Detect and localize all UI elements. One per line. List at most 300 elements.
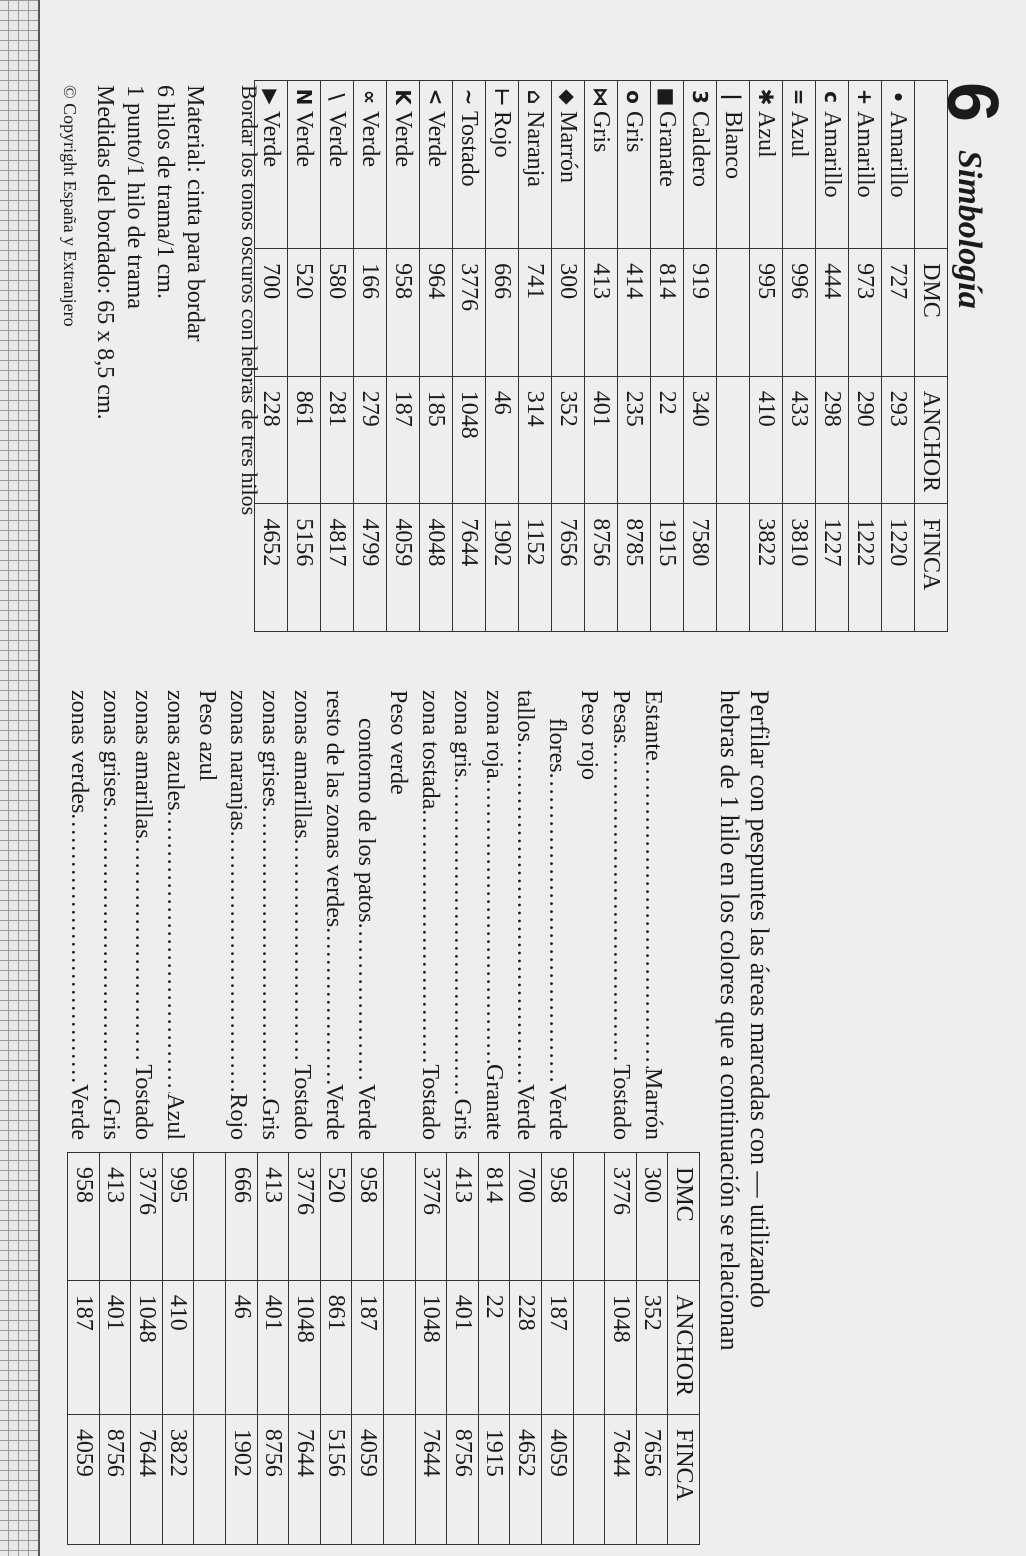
anchor-cell: 293 bbox=[882, 376, 915, 504]
table-header-row bbox=[915, 81, 948, 632]
color-name: Amarillo bbox=[819, 111, 845, 198]
list-item bbox=[381, 690, 413, 1140]
area-label: zona tostada bbox=[416, 690, 443, 810]
dot-leader bbox=[540, 773, 572, 1084]
anchor-cell: 1048 bbox=[289, 1280, 321, 1414]
dmc-cell: 3776 bbox=[605, 1153, 637, 1281]
thread-color: Verde bbox=[65, 1084, 92, 1140]
dmc-cell: 973 bbox=[849, 249, 882, 377]
anchor-cell: 401 bbox=[447, 1280, 479, 1414]
list-item bbox=[572, 690, 604, 1140]
symbol-icon: ~ bbox=[457, 88, 481, 106]
dmc-cell: 3776 bbox=[415, 1153, 447, 1281]
thread-color: Tostado bbox=[289, 1064, 316, 1140]
dmc-cell: 814 bbox=[651, 249, 684, 377]
finca-cell: 4652 bbox=[255, 504, 288, 632]
table-row bbox=[453, 81, 486, 632]
anchor-cell: 352 bbox=[552, 376, 585, 504]
dot-leader bbox=[445, 777, 477, 1098]
anchor-cell: 187 bbox=[542, 1280, 574, 1414]
anchor-cell: 281 bbox=[321, 376, 354, 504]
finca-cell: 5156 bbox=[288, 504, 321, 632]
list-item bbox=[190, 690, 222, 1140]
thread-color: Gris bbox=[448, 1098, 475, 1140]
finca-cell: 3822 bbox=[162, 1414, 194, 1544]
list-item bbox=[126, 690, 158, 1140]
thread-color: Tostado bbox=[608, 1064, 635, 1140]
list-item bbox=[94, 690, 126, 1140]
dot-leader bbox=[94, 807, 126, 1099]
thread-color: Verde bbox=[544, 1084, 571, 1140]
color-name: Verde bbox=[291, 111, 317, 167]
area-label: zona roja bbox=[480, 690, 507, 779]
table-row bbox=[783, 81, 816, 632]
table-row bbox=[68, 1153, 100, 1545]
table-row bbox=[510, 1153, 542, 1545]
anchor-cell: 187 bbox=[352, 1280, 384, 1414]
anchor-cell: 290 bbox=[849, 376, 882, 504]
anchor-cell: 187 bbox=[387, 376, 420, 504]
color-name: Granate bbox=[654, 111, 680, 187]
anchor-cell: 298 bbox=[816, 376, 849, 504]
dmc-cell: 520 bbox=[288, 249, 321, 377]
dmc-cell: 727 bbox=[882, 249, 915, 377]
dot-leader bbox=[381, 795, 413, 1140]
finca-cell: 7656 bbox=[636, 1414, 668, 1544]
finca-cell: 1222 bbox=[849, 504, 882, 632]
table-row bbox=[519, 81, 552, 632]
dmc-cell: 996 bbox=[783, 249, 816, 377]
dmc-cell: 444 bbox=[816, 249, 849, 377]
thread-color: Verde bbox=[512, 1084, 539, 1140]
table-row bbox=[447, 1153, 479, 1545]
symbol-icon: K bbox=[391, 89, 415, 105]
dmc-cell: 520 bbox=[320, 1153, 352, 1281]
thread-color: Tostado bbox=[129, 1064, 156, 1140]
dmc-cell: 741 bbox=[519, 249, 552, 377]
color-name-cell bbox=[783, 81, 816, 249]
table-row bbox=[573, 1153, 605, 1545]
threads-line: 6 hilos de trama/1 cm. bbox=[152, 85, 178, 299]
anchor-cell: 401 bbox=[99, 1280, 131, 1414]
anchor-cell: 235 bbox=[618, 376, 651, 504]
color-name-cell bbox=[321, 81, 354, 249]
anchor-cell: 228 bbox=[255, 376, 288, 504]
anchor-cell: 410 bbox=[162, 1280, 194, 1414]
dot-leader bbox=[509, 742, 541, 1084]
table-row bbox=[131, 1153, 163, 1545]
anchor-cell: 433 bbox=[783, 376, 816, 504]
symbol-icon: \ bbox=[325, 93, 349, 101]
table-row bbox=[194, 1153, 226, 1545]
backstitch-table bbox=[67, 1152, 700, 1545]
dot-leader bbox=[62, 813, 94, 1084]
anchor-cell: 314 bbox=[519, 376, 552, 504]
thread-color: Verde bbox=[352, 1084, 379, 1140]
dmc-cell: 300 bbox=[636, 1153, 668, 1281]
dot-leader bbox=[253, 807, 285, 1099]
thread-color: Granate bbox=[480, 1064, 507, 1140]
color-name-cell bbox=[354, 81, 387, 249]
finca-cell: 8785 bbox=[618, 504, 651, 632]
color-name-cell bbox=[453, 81, 486, 249]
list-item bbox=[158, 690, 190, 1140]
table-row bbox=[882, 81, 915, 632]
symbol-icon: | bbox=[721, 93, 745, 101]
finca-cell: 5156 bbox=[320, 1414, 352, 1544]
table-row bbox=[226, 1153, 258, 1545]
finca-cell: 1227 bbox=[816, 504, 849, 632]
area-label: zonas amarillas bbox=[289, 690, 316, 839]
area-label: contorno de los patos bbox=[352, 718, 379, 923]
area-label: resto de las zonas verdes bbox=[321, 690, 348, 928]
table-row bbox=[552, 81, 585, 632]
dmc-cell: 995 bbox=[162, 1153, 194, 1281]
table-row bbox=[542, 1153, 574, 1545]
thread-color: Tostado bbox=[416, 1064, 443, 1140]
color-name: Tostado bbox=[456, 111, 482, 187]
dmc-cell: 700 bbox=[510, 1153, 542, 1281]
symbol-table bbox=[254, 80, 948, 632]
dmc-cell: 666 bbox=[486, 249, 519, 377]
column-header bbox=[915, 81, 948, 249]
color-name: Gris bbox=[588, 111, 614, 153]
color-name: Naranja bbox=[522, 111, 548, 187]
dmc-cell bbox=[717, 249, 750, 377]
list-item bbox=[477, 690, 509, 1140]
dmc-cell: 3776 bbox=[131, 1153, 163, 1281]
table-row bbox=[321, 81, 354, 632]
color-name: Marrón bbox=[555, 111, 581, 183]
finca-cell: 7656 bbox=[552, 504, 585, 632]
list-item bbox=[636, 690, 668, 1140]
dot-leader bbox=[285, 839, 317, 1065]
dmc-cell: 413 bbox=[585, 249, 618, 377]
dmc-cell: 958 bbox=[387, 249, 420, 377]
table-row bbox=[387, 81, 420, 632]
anchor-cell: 22 bbox=[478, 1280, 510, 1414]
symbol-icon: ■ bbox=[655, 87, 679, 107]
dmc-cell: 964 bbox=[420, 249, 453, 377]
anchor-cell: 352 bbox=[636, 1280, 668, 1414]
color-name-cell bbox=[552, 81, 585, 249]
color-name-cell bbox=[387, 81, 420, 249]
anchor-cell bbox=[194, 1280, 226, 1414]
table-row bbox=[750, 81, 783, 632]
table-row bbox=[288, 81, 321, 632]
column-header-finca: FINCA bbox=[915, 504, 948, 632]
color-name-cell bbox=[288, 81, 321, 249]
color-name: Verde bbox=[258, 111, 284, 167]
anchor-cell: 401 bbox=[585, 376, 618, 504]
dmc-cell: 580 bbox=[321, 249, 354, 377]
copyright: © Copyright España y Extranjero bbox=[60, 85, 80, 327]
list-item bbox=[285, 690, 317, 1140]
column-header-finca: FINCA bbox=[668, 1414, 700, 1544]
area-label: Peso verde bbox=[384, 690, 411, 795]
color-name: Verde bbox=[324, 111, 350, 167]
anchor-cell: 401 bbox=[257, 1280, 289, 1414]
thread-color: Marrón bbox=[640, 1068, 666, 1140]
symbol-icon: • bbox=[886, 90, 910, 104]
anchor-cell: 187 bbox=[68, 1280, 100, 1414]
backstitch-intro bbox=[714, 690, 774, 1351]
finca-cell: 7580 bbox=[684, 504, 717, 632]
dmc-cell: 3776 bbox=[453, 249, 486, 377]
anchor-cell: 228 bbox=[510, 1280, 542, 1414]
list-item bbox=[540, 690, 572, 1140]
dmc-cell: 666 bbox=[226, 1153, 258, 1281]
list-item bbox=[62, 690, 94, 1140]
area-label: Pesas bbox=[608, 690, 635, 744]
anchor-cell: 185 bbox=[420, 376, 453, 504]
table-row bbox=[354, 81, 387, 632]
anchor-cell: 1048 bbox=[415, 1280, 447, 1414]
thread-color: Verde bbox=[321, 1084, 348, 1140]
anchor-cell: 410 bbox=[750, 376, 783, 504]
area-label: Peso azul bbox=[193, 690, 220, 782]
anchor-cell: 1048 bbox=[453, 376, 486, 504]
table-row bbox=[717, 81, 750, 632]
finca-cell: 4059 bbox=[68, 1414, 100, 1544]
symbol-icon: < bbox=[424, 88, 448, 106]
finca-cell: 8756 bbox=[99, 1414, 131, 1544]
dot-leader bbox=[636, 761, 668, 1068]
area-label: zonas azules bbox=[161, 690, 188, 811]
anchor-cell: 1048 bbox=[605, 1280, 637, 1414]
color-name-cell bbox=[816, 81, 849, 249]
dot-leader bbox=[572, 780, 604, 1140]
anchor-cell: 46 bbox=[226, 1280, 258, 1414]
color-name-cell bbox=[849, 81, 882, 249]
intro-line: hebras de 1 hilo en los colores que a continuación se relacionan bbox=[715, 690, 744, 1351]
finca-cell: 8756 bbox=[447, 1414, 479, 1544]
color-name-cell bbox=[717, 81, 750, 249]
color-name: Amarillo bbox=[885, 111, 911, 198]
finca-cell: 1915 bbox=[651, 504, 684, 632]
anchor-cell: 46 bbox=[486, 376, 519, 504]
column-header-anchor: ANCHOR bbox=[668, 1280, 700, 1414]
symbol-icon: ⊢ bbox=[490, 87, 514, 107]
symbol-icon: ∝ bbox=[358, 89, 382, 105]
dot-leader bbox=[126, 839, 158, 1065]
table-row bbox=[478, 1153, 510, 1545]
color-name: Verde bbox=[357, 111, 383, 167]
finca-cell: 1902 bbox=[226, 1414, 258, 1544]
embroidery-note: Bordar los tonos oscuros con hebras de tres hilos bbox=[237, 85, 262, 516]
finca-cell: 7644 bbox=[289, 1414, 321, 1544]
dmc-cell: 413 bbox=[447, 1153, 479, 1281]
color-name-cell bbox=[651, 81, 684, 249]
symbol-icon: ▶ bbox=[259, 89, 283, 105]
table-row bbox=[486, 81, 519, 632]
finca-cell: 1902 bbox=[486, 504, 519, 632]
area-label: tallos bbox=[512, 690, 539, 742]
table-row bbox=[162, 1153, 194, 1545]
list-item bbox=[349, 690, 381, 1140]
color-name-cell bbox=[420, 81, 453, 249]
symbol-icon: 3 bbox=[688, 90, 712, 104]
dmc-cell: 413 bbox=[99, 1153, 131, 1281]
area-label: Estante bbox=[640, 690, 666, 761]
dmc-cell: 414 bbox=[618, 249, 651, 377]
finca-cell bbox=[717, 504, 750, 632]
list-item bbox=[222, 690, 254, 1140]
backstitch-list bbox=[62, 690, 668, 1140]
table-row bbox=[585, 81, 618, 632]
dmc-cell: 958 bbox=[352, 1153, 384, 1281]
area-label: zonas naranjas bbox=[225, 690, 252, 831]
area-label: flores bbox=[544, 718, 571, 773]
dmc-cell: 958 bbox=[542, 1153, 574, 1281]
area-label: zonas amarillas bbox=[129, 690, 156, 839]
finca-cell: 4048 bbox=[420, 504, 453, 632]
anchor-cell bbox=[717, 376, 750, 504]
table-row bbox=[849, 81, 882, 632]
page-title: Simbología bbox=[951, 150, 988, 309]
table-row bbox=[684, 81, 717, 632]
finca-cell: 4059 bbox=[542, 1414, 574, 1544]
symbol-icon: ⌂ bbox=[523, 89, 547, 105]
dot-leader bbox=[413, 809, 445, 1064]
finca-cell: 1915 bbox=[478, 1414, 510, 1544]
color-name: Verde bbox=[390, 111, 416, 167]
dmc-cell bbox=[384, 1153, 416, 1281]
finca-cell: 4817 bbox=[321, 504, 354, 632]
dot-leader bbox=[190, 781, 222, 1140]
finca-cell: 7644 bbox=[415, 1414, 447, 1544]
color-name-cell bbox=[882, 81, 915, 249]
symbol-icon: c bbox=[820, 91, 844, 103]
color-name-cell bbox=[750, 81, 783, 249]
color-name: Amarillo bbox=[852, 111, 878, 198]
dmc-cell: 3776 bbox=[289, 1153, 321, 1281]
area-label: zonas grises bbox=[257, 690, 284, 807]
symbol-icon: N bbox=[292, 88, 316, 106]
anchor-cell: 861 bbox=[288, 376, 321, 504]
symbol-icon: + bbox=[853, 88, 877, 106]
dmc-cell: 700 bbox=[255, 249, 288, 377]
table-row bbox=[651, 81, 684, 632]
table-row bbox=[384, 1153, 416, 1545]
finca-cell bbox=[573, 1414, 605, 1544]
list-item bbox=[509, 690, 541, 1140]
color-name-cell bbox=[486, 81, 519, 249]
dmc-cell: 919 bbox=[684, 249, 717, 377]
finca-cell: 1152 bbox=[519, 504, 552, 632]
list-item bbox=[604, 690, 636, 1140]
stitch-line: 1 punto/1 hilo de trama bbox=[122, 85, 148, 309]
table-row bbox=[618, 81, 651, 632]
material-line: Material: cinta para bordar bbox=[182, 85, 208, 342]
area-label: zonas grises bbox=[97, 690, 124, 807]
anchor-cell: 1048 bbox=[131, 1280, 163, 1414]
color-name-cell bbox=[585, 81, 618, 249]
table-row bbox=[352, 1153, 384, 1545]
anchor-cell: 279 bbox=[354, 376, 387, 504]
color-name: Azul bbox=[786, 111, 812, 158]
dot-leader bbox=[604, 743, 636, 1064]
finca-cell: 7644 bbox=[605, 1414, 637, 1544]
finca-cell: 4799 bbox=[354, 504, 387, 632]
finca-cell: 3822 bbox=[750, 504, 783, 632]
dmc-cell: 166 bbox=[354, 249, 387, 377]
finca-cell bbox=[384, 1414, 416, 1544]
finca-cell: 7644 bbox=[453, 504, 486, 632]
color-name: Caldero bbox=[687, 111, 713, 187]
section-number: 6 bbox=[932, 82, 1012, 123]
table-row bbox=[420, 81, 453, 632]
table-row bbox=[320, 1153, 352, 1545]
color-name-cell bbox=[684, 81, 717, 249]
intro-line: Perfilar con pespuntes las áreas marcadas con — utilizando bbox=[745, 690, 774, 1308]
finca-cell: 3810 bbox=[783, 504, 816, 632]
area-label: zonas verdes bbox=[65, 690, 92, 814]
dmc-cell: 814 bbox=[478, 1153, 510, 1281]
list-item bbox=[413, 690, 445, 1140]
table-row bbox=[605, 1153, 637, 1545]
table-row bbox=[816, 81, 849, 632]
finca-cell: 4059 bbox=[352, 1414, 384, 1544]
thread-color: Gris bbox=[97, 1098, 124, 1140]
list-item bbox=[253, 690, 285, 1140]
anchor-cell: 22 bbox=[651, 376, 684, 504]
dmc-cell: 958 bbox=[68, 1153, 100, 1281]
color-name-cell bbox=[618, 81, 651, 249]
size-line: Medidas del bordado: 65 x 8,5 cm. bbox=[92, 85, 118, 420]
symbol-icon: ✱ bbox=[754, 88, 778, 106]
dmc-cell bbox=[573, 1153, 605, 1281]
area-label: Peso rojo bbox=[576, 690, 603, 780]
list-item bbox=[445, 690, 477, 1140]
color-name: Blanco bbox=[720, 111, 746, 179]
list-item bbox=[317, 690, 349, 1140]
color-name-cell bbox=[519, 81, 552, 249]
symbol-icon: ⋈ bbox=[589, 87, 613, 107]
anchor-cell: 861 bbox=[320, 1280, 352, 1414]
column-header-anchor: ANCHOR bbox=[915, 376, 948, 504]
table-row bbox=[257, 1153, 289, 1545]
column-header-dmc: DMC bbox=[668, 1153, 700, 1281]
color-name: Rojo bbox=[489, 111, 515, 158]
finca-cell: 7644 bbox=[131, 1414, 163, 1544]
finca-cell: 8756 bbox=[585, 504, 618, 632]
table-row bbox=[636, 1153, 668, 1545]
thread-color: Rojo bbox=[225, 1093, 252, 1140]
thread-color: Gris bbox=[257, 1098, 284, 1140]
anchor-cell bbox=[573, 1280, 605, 1414]
anchor-cell bbox=[384, 1280, 416, 1414]
symbol-icon: = bbox=[787, 88, 811, 106]
table-row bbox=[99, 1153, 131, 1545]
dot-leader bbox=[158, 811, 190, 1094]
table-header-row bbox=[668, 1153, 700, 1545]
symbol-icon: ◆ bbox=[556, 89, 580, 105]
table-row bbox=[415, 1153, 447, 1545]
thread-color: Azul bbox=[161, 1093, 188, 1140]
dmc-cell: 413 bbox=[257, 1153, 289, 1281]
finca-cell: 4652 bbox=[510, 1414, 542, 1544]
dmc-cell: 300 bbox=[552, 249, 585, 377]
dmc-cell bbox=[194, 1153, 226, 1281]
dot-leader bbox=[222, 831, 254, 1094]
dot-leader bbox=[477, 779, 509, 1064]
graph-paper-strip bbox=[0, 0, 40, 1556]
color-name: Azul bbox=[753, 111, 779, 158]
dot-leader bbox=[349, 923, 381, 1084]
finca-cell: 8756 bbox=[257, 1414, 289, 1544]
dot-leader bbox=[317, 927, 349, 1084]
